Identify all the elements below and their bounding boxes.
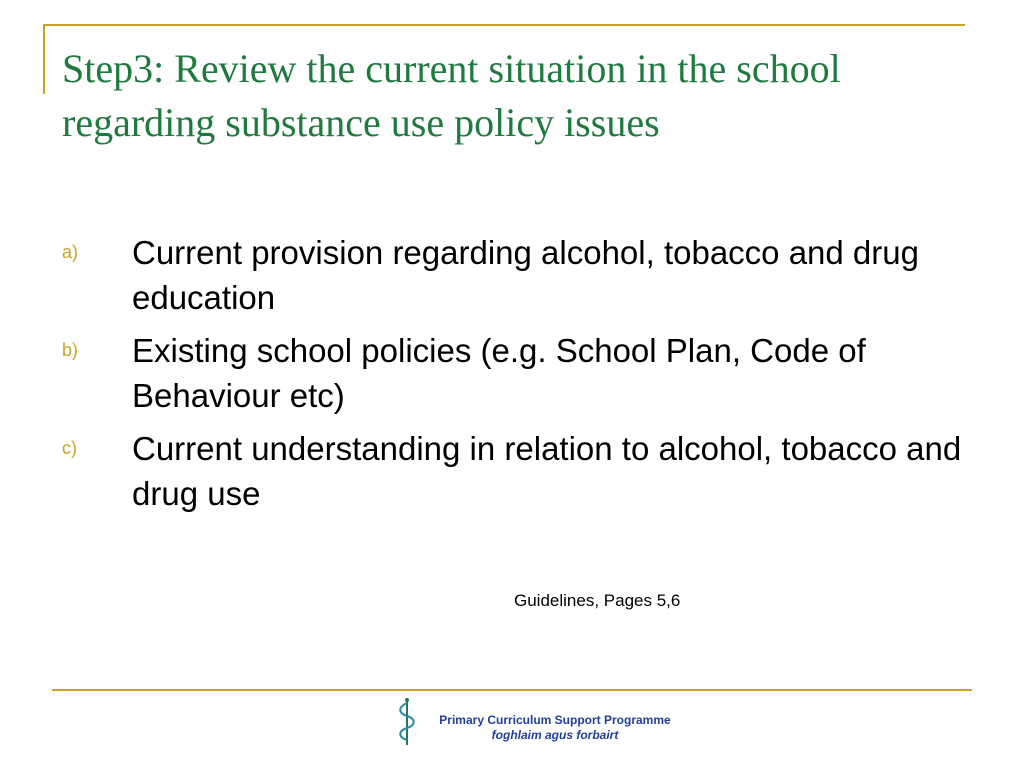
- caduceus-icon: [394, 697, 420, 747]
- top-rule: [43, 24, 965, 26]
- list-marker: a): [62, 242, 79, 262]
- list-item: [62, 230, 982, 320]
- footer-tagline: foghlaim agus forbairt: [491, 728, 619, 742]
- bottom-rule: [52, 689, 972, 691]
- item-list: [62, 230, 982, 524]
- list-marker: c): [62, 438, 77, 458]
- list-item-text: Existing school policies (e.g. School Plan, Code of Behaviour etc): [132, 332, 866, 414]
- list-item: [62, 328, 982, 418]
- list-item: [62, 426, 982, 516]
- list-item-text: Current provision regarding alcohol, tobacco and drug education: [132, 234, 919, 316]
- footer-organization-name: Primary Curriculum Support Programme: [439, 713, 671, 727]
- list-marker: b): [62, 340, 79, 360]
- footer-branding: [430, 713, 680, 743]
- citation: Guidelines, Pages 5,6: [514, 591, 681, 610]
- left-rule: [43, 24, 45, 94]
- list-item-text: Current understanding in relation to alcohol, tobacco and drug use: [132, 430, 962, 512]
- slide-title: Step3: Review the current situation in the school regarding substance use policy issues: [62, 46, 841, 145]
